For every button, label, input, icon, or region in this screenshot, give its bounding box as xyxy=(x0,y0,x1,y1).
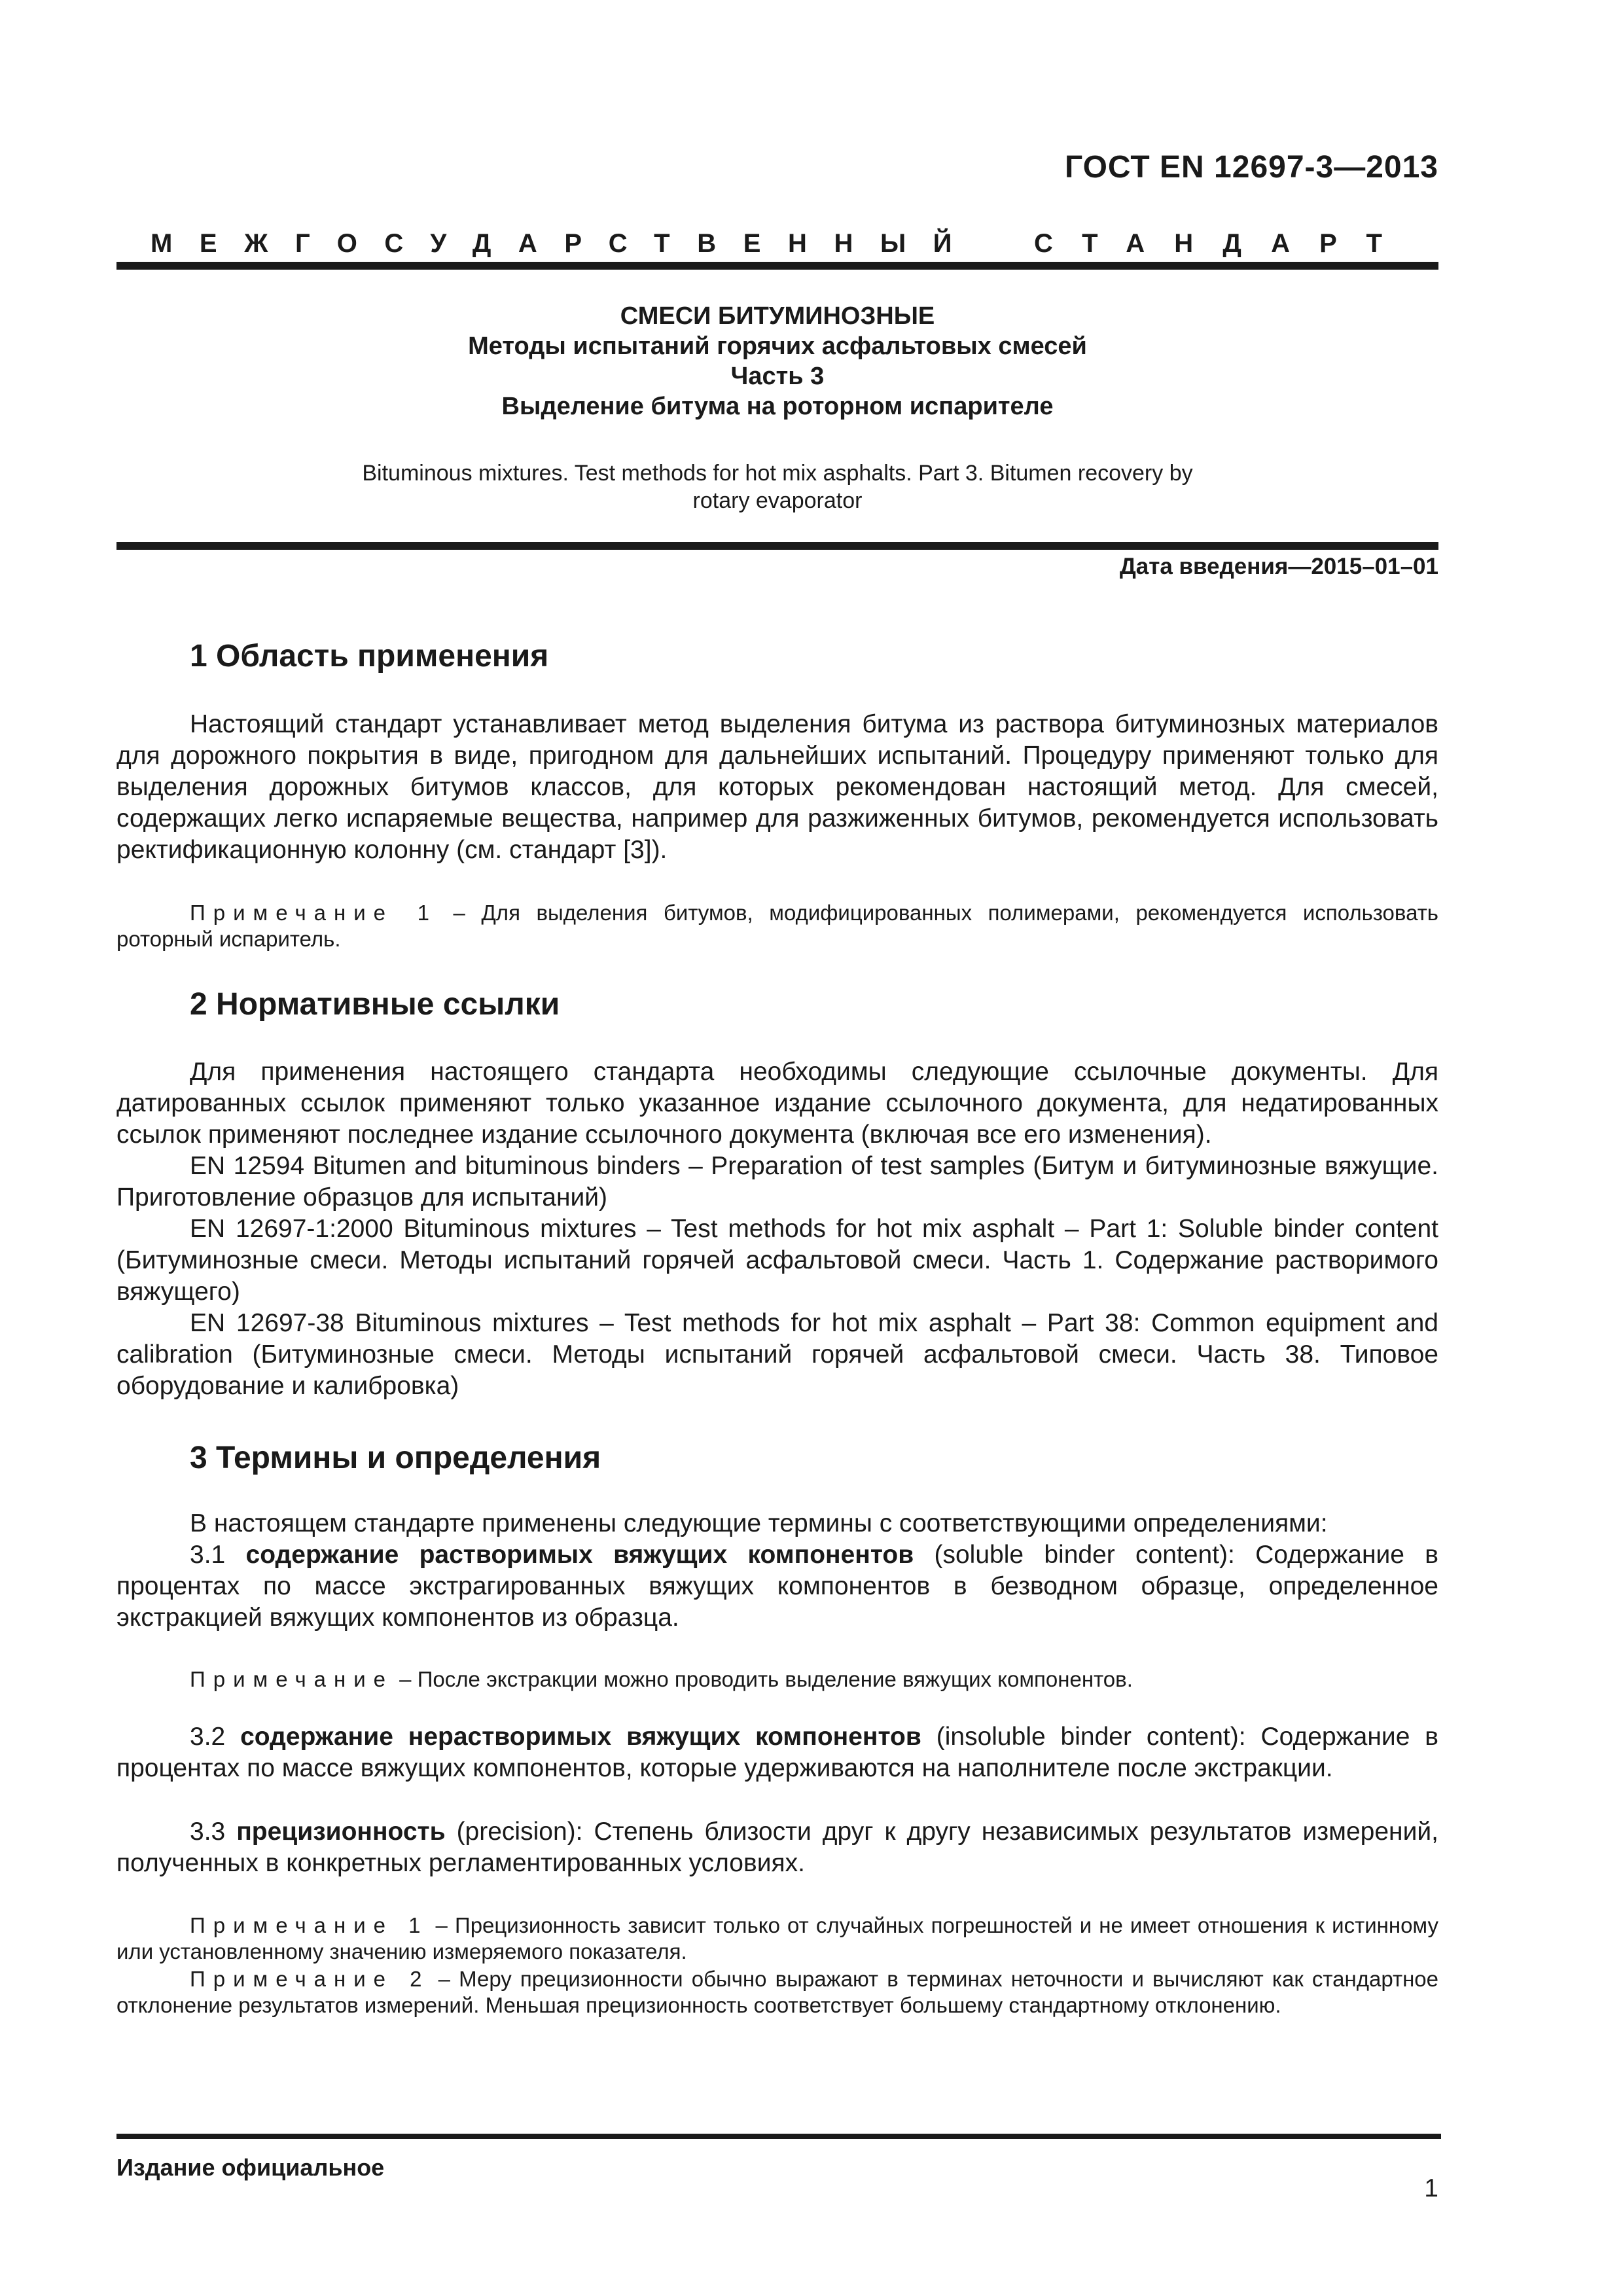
reference-item: EN 12697-38 Bituminous mixtures – Test methods for hot mix asphalt – Part 38: Common equipment and calibration (Битуминозные смеси. Методы испытаний горячей асфальтовой смеси. Часть 38. Типовое оборудование и калибровка) xyxy=(116,1309,1438,1400)
title-line: Выделение битума на роторном испарителе xyxy=(501,393,1054,420)
note-text: – Меру прецизионности обычно выражают в терминах неточности и вычисляют как стандартное отклонение результатов измерений. Меньшая прецизионность соответствует большему стандартному отклонению. xyxy=(116,1967,1439,2017)
note xyxy=(116,1966,1438,2018)
note xyxy=(116,900,1438,952)
paragraph: Настоящий стандарт устанавливает метод выделения битума из раствора битуминозных материалов для дорожного покрытия в виде, пригодном для дальнейших испытаний. Процедуру применяют только для выделения дорожных битумов классов, для которых рекомендован настоящий метод. Для смесей, содержащих легко испаряемые вещества, например для разжиженных битумов, рекомендуется использовать ректификационную колонну (см. стандарт [3]). xyxy=(116,710,1438,864)
note-text: – Для выделения битумов, модифицированных полимерами, рекомендуется использовать роторный испаритель. xyxy=(116,901,1439,951)
term-number: 3.1 xyxy=(190,1541,246,1569)
english-title-line: Bituminous mixtures. Test methods for hot mix asphalts. Part 3. Bitumen recovery by xyxy=(362,461,1193,486)
english-title xyxy=(313,459,1242,514)
term-name: прецизионность xyxy=(236,1818,446,1846)
note-prefix: Примечание 1 xyxy=(190,1913,429,1937)
footer-divider xyxy=(116,2134,1441,2139)
document-title xyxy=(116,301,1438,422)
note-text: – Прецизионность зависит только от случайных погрешностей и не имеет отношения к истинному или установленному значению измеряемого показателя. xyxy=(116,1913,1438,1964)
term-definition xyxy=(116,1539,1438,1634)
term-name: содержание растворимых вяжущих компонентов xyxy=(245,1541,914,1569)
note-prefix: Примечание 1 xyxy=(190,901,437,925)
term-text: (precision): Степень близости друг к другу независимых результатов измерений, полученных в конкретных регламентированных условиях. xyxy=(116,1818,1438,1877)
note xyxy=(116,1666,1438,1693)
section-heading: 1 Область применения xyxy=(190,639,549,673)
term-text: (insoluble binder content): Содержание в процентах по массе вяжущих компонентов, которые удерживаются на наполнителе после экстракции. xyxy=(116,1723,1438,1782)
title-line: СМЕСИ БИТУМИНОЗНЫЕ xyxy=(620,302,935,330)
introduction-date: Дата введения—2015–01–01 xyxy=(1119,554,1438,579)
section-heading: 3 Термины и определения xyxy=(190,1441,601,1475)
reference-item: EN 12594 Bitumen and bituminous binders – Preparation of test samples (Битум и битуминозные вяжущие. Приготовление образцов для испытаний) xyxy=(116,1152,1438,1211)
term-text: (soluble binder content): Содержание в процентах по массе экстрагированных вяжущих компонентов в безводном образце, определенное экстракцией вяжущих компонентов из образца. xyxy=(116,1541,1438,1632)
section-heading: 2 Нормативные ссылки xyxy=(190,987,560,1022)
term-definition xyxy=(116,1816,1438,1879)
header-divider xyxy=(116,262,1438,270)
interstate-word: МЕЖГОСУДАРСТВЕННЫЙ xyxy=(151,229,980,258)
term-number: 3.2 xyxy=(190,1723,241,1751)
title-divider xyxy=(116,542,1438,550)
note xyxy=(116,1912,1438,1965)
reference-item: EN 12697-1:2000 Bituminous mixtures – Test methods for hot mix asphalt – Part 1: Soluble binder content (Битуминозные смеси. Методы испытаний горячей асфальтовой смеси. Часть 1. Содержание растворимого вяжущего) xyxy=(116,1215,1438,1306)
term-name: содержание нерастворимых вяжущих компонентов xyxy=(240,1723,921,1751)
note-prefix: Примечание 2 xyxy=(190,1967,430,1991)
note-prefix: Примечание xyxy=(190,1667,394,1691)
paragraph: Для применения настоящего стандарта необходимы следующие ссылочные документы. Для датированных ссылок применяют только указанное издание ссылочного документа, для недатированных ссылок применяют последнее издание ссылочного документа (включая все его изменения). xyxy=(116,1058,1438,1149)
standard-word: СТАНДАРТ xyxy=(1034,229,1412,258)
title-line: Часть 3 xyxy=(730,363,825,390)
term-definition xyxy=(116,1721,1438,1784)
term-number: 3.3 xyxy=(190,1818,237,1846)
paragraph: В настоящем стандарте применены следующие термины с соответствующими определениями: xyxy=(190,1509,1328,1537)
english-title-line: rotary evaporator xyxy=(692,488,863,513)
title-line: Методы испытаний горячих асфальтовых смесей xyxy=(468,332,1087,360)
note-text: – После экстракции можно проводить выделение вяжущих компонентов. xyxy=(393,1667,1133,1691)
page-number: 1 xyxy=(1424,2174,1438,2202)
edition-label: Издание официальное xyxy=(116,2154,385,2181)
standard-id: ГОСТ EN 12697-3—2013 xyxy=(1065,150,1438,185)
